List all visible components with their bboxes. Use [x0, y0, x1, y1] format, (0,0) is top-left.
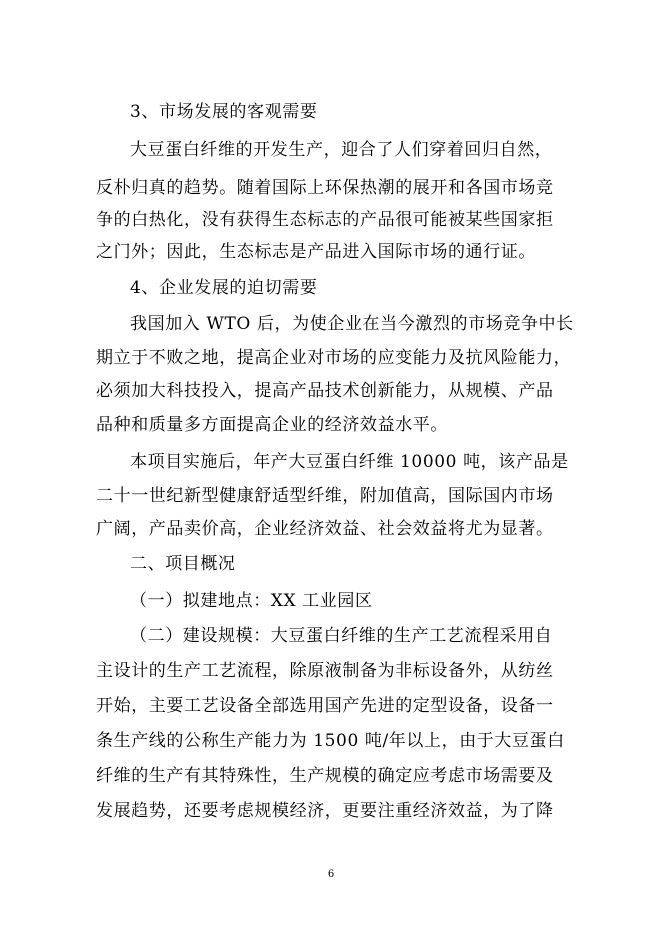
paragraph-line: 广阔，产品卖价高，企业经济效益、社会效益将尤为显著。	[96, 519, 554, 539]
paragraph-line: 之门外；因此，生态标志是产品进入国际市场的通行证。	[96, 242, 536, 262]
paragraph-line: 期立于不败之地，提高企业对市场的应变能力及抗风险能力，	[96, 348, 572, 368]
paragraph-line: 大豆蛋白纤维的开发生产，迎合了人们穿着回归自然，	[130, 140, 553, 160]
paragraph-line: 争的白热化，没有获得生态标志的产品很可能被某些国家拒	[96, 210, 554, 230]
paragraph-line: 我国加入 WTO 后，为使企业在当今激烈的市场竞争中长	[130, 314, 574, 334]
paragraph-line: （二）建设规模：大豆蛋白纤维的生产工艺流程采用自	[130, 626, 553, 646]
paragraph-line: 品种和质量多方面提高企业的经济效益水平。	[96, 415, 448, 435]
heading-project-overview: 二、项目概况	[130, 554, 236, 574]
paragraph-line: 反朴归真的趋势。随着国际上环保热潮的展开和各国市场竞	[96, 178, 554, 198]
heading-enterprise-needs: 4、企业发展的迫切需要	[130, 278, 318, 298]
page-number: 6	[327, 869, 335, 880]
paragraph-line: 纤维的生产有其特殊性，生产规模的确定应考虑市场需要及	[96, 766, 554, 786]
heading-market-needs: 3、市场发展的客观需要	[130, 102, 318, 122]
paragraph-line: 二十一世纪新型健康舒适型纤维，附加值高，国际国内市场	[96, 486, 554, 506]
paragraph-line: 条生产线的公称生产能力为 1500 吨/年以上，由于大豆蛋白	[96, 731, 565, 751]
paragraph-line: 必须加大科技投入，提高产品技术创新能力，从规模、产品	[96, 381, 554, 401]
paragraph-line: 开始，主要工艺设备全部选用国产先进的定型设备，设备一	[96, 696, 554, 716]
paragraph-line: 本项目实施后，年产大豆蛋白纤维 10000 吨，该产品是	[130, 452, 569, 472]
paragraph-line: 发展趋势，还要考虑规模经济，更要注重经济效益，为了降	[96, 801, 554, 821]
paragraph-line: 主设计的生产工艺流程，除原液制备为非标设备外，从纺丝	[96, 661, 554, 681]
subheading-location: （一）拟建地点：XX 工业园区	[130, 591, 373, 611]
